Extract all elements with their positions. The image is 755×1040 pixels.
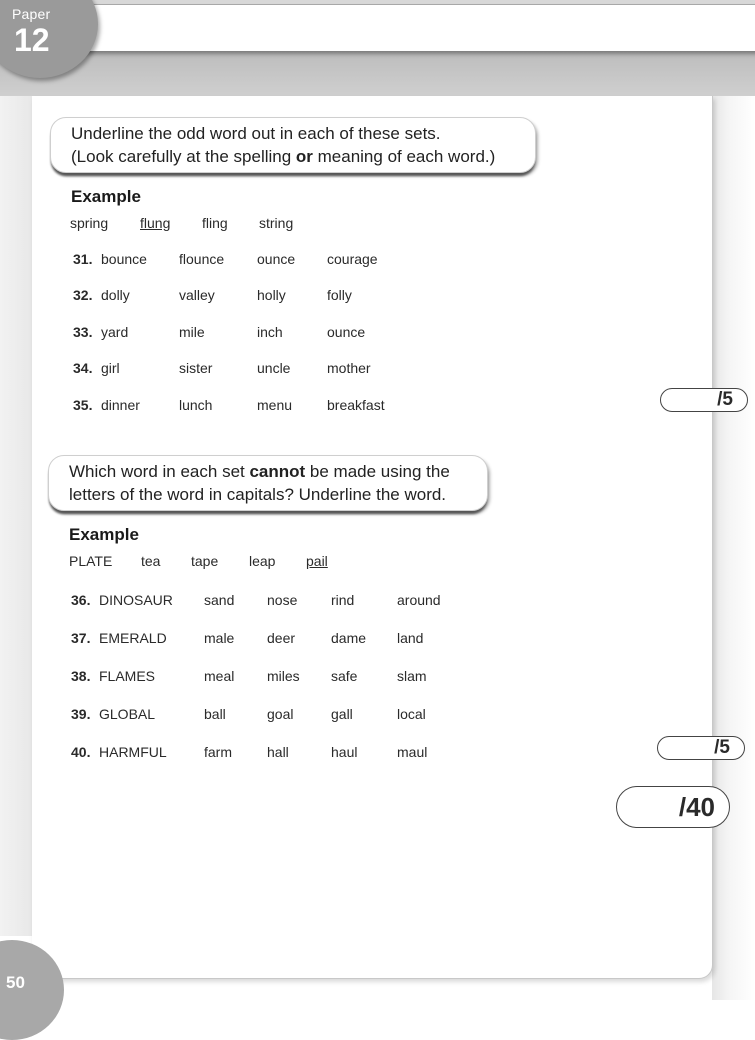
question-number: 34.: [73, 360, 93, 376]
right-margin: [712, 96, 755, 1000]
question-row: [71, 630, 451, 650]
answer-word[interactable]: maul: [397, 744, 428, 760]
answer-word[interactable]: local: [397, 706, 426, 722]
answer-word[interactable]: land: [397, 630, 424, 646]
answer-word[interactable]: mile: [179, 324, 205, 340]
answer-word[interactable]: rind: [331, 592, 355, 608]
paper-label: Paper: [12, 6, 51, 22]
example-word: fling: [202, 215, 228, 231]
question-number: 36.: [71, 592, 91, 608]
example-word: spring: [70, 215, 109, 231]
answer-word[interactable]: dolly: [101, 287, 130, 303]
example-heading: Example: [69, 525, 139, 544]
section1-instruction: [50, 117, 536, 173]
answer-word[interactable]: miles: [267, 668, 300, 684]
capital-word: DINOSAUR: [99, 592, 173, 608]
header-tab-strip: [70, 5, 755, 51]
example-capital-word: PLATE: [69, 553, 113, 569]
example-word: tea: [141, 553, 161, 569]
answer-word[interactable]: lunch: [179, 397, 213, 413]
example-word: tape: [191, 553, 219, 569]
instruction-bold: cannot: [249, 462, 306, 481]
example-word: string: [259, 215, 294, 231]
header-rule: [0, 0, 755, 4]
answer-word[interactable]: goal: [267, 706, 294, 722]
example-heading: Example: [71, 187, 141, 206]
capital-word: HARMFUL: [99, 744, 167, 760]
question-row: [73, 324, 413, 344]
answer-word[interactable]: folly: [327, 287, 352, 303]
question-number: 35.: [73, 397, 93, 413]
total-score-box[interactable]: /40: [616, 786, 730, 828]
instruction-text: meaning of each word.): [312, 147, 496, 166]
question-number: 39.: [71, 706, 91, 722]
question-row: [71, 744, 451, 764]
example-row: [69, 553, 369, 573]
answer-word[interactable]: bounce: [101, 251, 147, 267]
capital-word: EMERALD: [99, 630, 167, 646]
question-row: [73, 360, 413, 380]
answer-word[interactable]: flounce: [179, 251, 225, 267]
answer-word[interactable]: girl: [101, 360, 120, 376]
answer-word[interactable]: dame: [331, 630, 367, 646]
question-number: 38.: [71, 668, 91, 684]
answer-word[interactable]: uncle: [257, 360, 291, 376]
instruction-line: [71, 145, 521, 168]
answer-word[interactable]: inch: [257, 324, 283, 340]
answer-word[interactable]: valley: [179, 287, 215, 303]
section2-score-box[interactable]: /5: [657, 736, 745, 760]
instruction-text: (Look carefully at the spelling: [71, 147, 296, 166]
answer-word[interactable]: nose: [267, 592, 298, 608]
page-number: 50: [6, 973, 25, 992]
question-row: [73, 251, 413, 271]
answer-word[interactable]: farm: [204, 744, 232, 760]
section1-score-box[interactable]: /5: [660, 388, 748, 412]
question-row: [71, 592, 451, 612]
question-number: 37.: [71, 630, 91, 646]
answer-word[interactable]: courage: [327, 251, 378, 267]
paper-number: 12: [14, 22, 50, 58]
answer-word[interactable]: sister: [179, 360, 213, 376]
answer-word[interactable]: mother: [327, 360, 371, 376]
capital-word: GLOBAL: [99, 706, 156, 722]
answer-word[interactable]: haul: [331, 744, 358, 760]
answer-word[interactable]: holly: [257, 287, 286, 303]
example-row: [70, 215, 370, 235]
answer-word[interactable]: safe: [331, 668, 358, 684]
question-number: 33.: [73, 324, 93, 340]
answer-word[interactable]: ounce: [327, 324, 366, 340]
answer-word[interactable]: deer: [267, 630, 296, 646]
answer-word[interactable]: ball: [204, 706, 226, 722]
answer-word[interactable]: menu: [257, 397, 293, 413]
question-row: [71, 668, 451, 688]
question-row: [73, 287, 413, 307]
instruction-bold: or: [295, 147, 313, 166]
answer-word[interactable]: slam: [397, 668, 427, 684]
example-word-underlined: flung: [140, 215, 171, 231]
instruction-text: Which word in each set: [69, 462, 250, 481]
capital-word: FLAMES: [99, 668, 156, 684]
section2-instruction: [48, 455, 488, 511]
instruction-line: [69, 460, 473, 483]
answer-word[interactable]: breakfast: [327, 397, 385, 413]
example-word-underlined: pail: [306, 553, 328, 569]
instruction-text: be made using the: [305, 462, 450, 481]
answer-word[interactable]: around: [397, 592, 441, 608]
example-word: leap: [249, 553, 276, 569]
instruction-line: Underline the odd word out in each of these sets.: [71, 124, 441, 143]
left-margin: [0, 96, 32, 936]
answer-word[interactable]: male: [204, 630, 235, 646]
answer-word[interactable]: ounce: [257, 251, 296, 267]
instruction-line: letters of the word in capitals? Underline the word.: [69, 485, 447, 504]
answer-word[interactable]: meal: [204, 668, 235, 684]
answer-word[interactable]: gall: [331, 706, 353, 722]
question-row: [73, 397, 413, 417]
question-number: 31.: [73, 251, 93, 267]
answer-word[interactable]: dinner: [101, 397, 140, 413]
answer-word[interactable]: yard: [101, 324, 129, 340]
question-number: 32.: [73, 287, 93, 303]
question-row: [71, 706, 451, 726]
question-number: 40.: [71, 744, 91, 760]
answer-word[interactable]: sand: [204, 592, 235, 608]
answer-word[interactable]: hall: [267, 744, 289, 760]
